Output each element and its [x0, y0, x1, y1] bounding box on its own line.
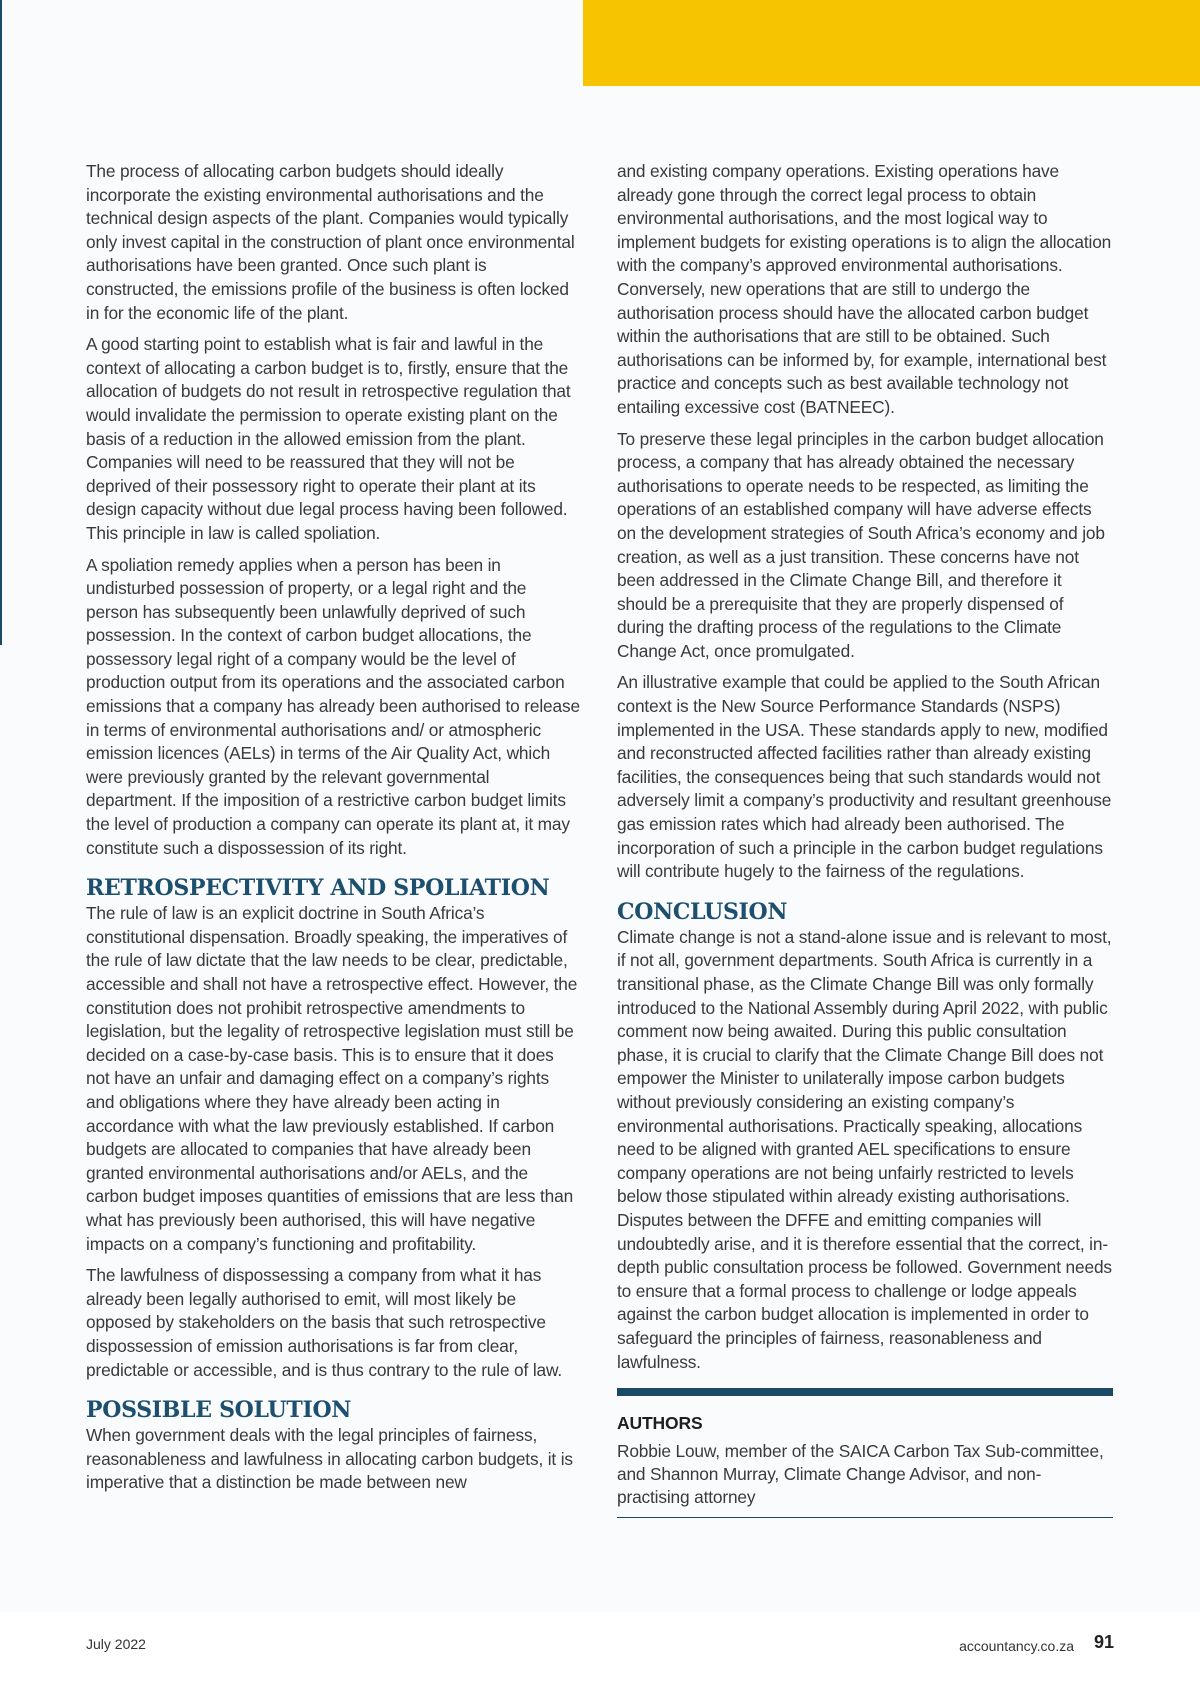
paragraph: An illustrative example that could be applied to the South African context is the New Source Performance Standards (NSPS) implemented in the USA. These standards apply to new, modified and reconstructed affected facilities rather than already existing facilities, the consequences being that such standards would not adversely limit a company’s productivity and resultant greenhouse gas emission rates which had already been authorised. The incorporation of such a principle in the carbon budget regulations will contribute hugely to the fairness of the regulations.: [617, 672, 1112, 882]
paragraph: A spoliation remedy applies when a person has been in undisturbed possession of property, or a legal right and the person has subsequently been unlawfully deprived of such possession. In the context of carbon budget allocations, the possessory legal right of a company would be the level of production output from its operations and the associated carbon emissions that a company has already been authorised to release in terms of environmental authorisations and/ or atmospheric emission licences (AELs) in terms of the Air Quality Act, which were previously granted by the relevant governmental department. If the imposition of a restrictive carbon budget limits the level of production a company can operate its plant at, it may constitute such a dispossession of its right.: [86, 554, 580, 858]
paragraph: A good starting point to establish what is fair and lawful in the context of allocating a carbon budget is to, firstly, ensure that the allocation of budgets do not result in retrospective regulation that would invalidate the permission to operate existing plant on the basis of a reduction in the allowed emission from the plant. Companies will need to be reassured that they will not be deprived of their possessory right to operate their plant at its design capacity without due legal process having been followed. This principle in law is called spoliation.: [86, 334, 571, 543]
page-number: 91: [1093, 1632, 1114, 1652]
section-heading-retrospectivity: RETROSPECTIVITY AND SPOLIATION: [86, 875, 550, 902]
authors-divider-bar: [617, 1388, 1113, 1396]
section-heading-conclusion: CONCLUSION: [617, 898, 788, 925]
paragraph: The lawfulness of dispossessing a company from what it has already been legally authorised to emit, will most likely be opposed by stakeholders on the basis that such retrospective dispossession of emission authorisations is far from clear, predictable or accessible, and is thus contrary to the rule of law.: [86, 1265, 563, 1380]
footer: [0, 1612, 1200, 1696]
paragraph: The process of allocating carbon budgets should ideally incorporate the existing environmental authorisations and the technical design aspects of the plant. Companies would typically only invest capital in the construction of plant once environmental authorisations have been granted. Once such plant is constructed, the emissions profile of the business is often locked in for the economic life of the plant.: [86, 161, 575, 323]
authors-text: Robbie Louw, member of the SAICA Carbon Tax Sub-committee, and Shannon Murray, Climate Change Advisor, and non-practising attorney: [617, 1441, 1104, 1508]
paragraph: and existing company operations. Existing operations have already gone through the correct legal process to obtain environmental authorisations, and the most logical way to implement budgets for existing operations is to align the allocation with the company’s approved environmental authorisations. Conversely, new operations that are still to undergo the authorisation process should have the allocated carbon budget within the authorisations that are still to be obtained. Such authorisations can be informed by, for example, international best practice and concepts such as best available technology not entailing excessive cost (BATNEEC).: [617, 161, 1112, 417]
header-accent-band: [583, 0, 1200, 86]
authors-heading: AUTHORS: [617, 1413, 703, 1434]
paragraph: The rule of law is an explicit doctrine in South Africa’s constitutional dispensation. Broadly speaking, the imperatives of the rule of law dictate that the law needs to be clear, predictable, accessible and shall not have a retrospective effect. However, the constitution does not prohibit retrospective amendments to legislation, but the legality of retrospective legislation must still be decided on a case-by-case basis. This is to ensure that it does not have an unfair and damaging effect on a company’s rights and obligations where they have already been acting in accordance with what the law previously established. If carbon budgets are allocated to companies that have already been granted environmental authorisations and/or AELs, and the carbon budget imposes quantities of emissions that are less than what has previously been authorised, this will have negative impacts on a company’s functioning and profitability.: [86, 903, 578, 1254]
paragraph: When government deals with the legal principles of fairness, reasonableness and lawfulness in allocating carbon budgets, it is imperative that a distinction be made between new: [86, 1425, 573, 1493]
section-heading-possible-solution: POSSIBLE SOLUTION: [86, 1397, 352, 1424]
article-column-left: [86, 160, 580, 1503]
footer-website: accountancy.co.za: [959, 1638, 1074, 1654]
authors-bottom-rule: [617, 1517, 1113, 1518]
paragraph: Climate change is not a stand-alone issue and is relevant to most, if not all, government departments. South Africa is currently in a transitional phase, as the Climate Change Bill was only formally introduced to the National Assembly during April 2022, with public comment now being awaited. During this public consultation phase, it is crucial to clarify that the Climate Change Bill does not empower the Minister to unilaterally impose carbon budgets without previously considering an existing company’s environmental authorisations. Practically speaking, allocations need to be aligned with granted AEL specifications to ensure company operations are not being unfairly restricted to levels below those stipulated within already existing authorisations. Disputes between the DFFE and emitting companies will undoubtedly arise, and it is therefore essential that the correct, in-depth public consultation process be followed. Government needs to ensure that a formal process to challenge or lodge appeals against the carbon budget allocation is implemented in order to safeguard the principles of fairness, reasonableness and lawfulness.: [617, 926, 1112, 1372]
footer-date: July 2022: [86, 1636, 146, 1652]
left-margin-rule: [0, 0, 2, 645]
article-column-right: [617, 160, 1113, 1518]
paragraph: To preserve these legal principles in the carbon budget allocation process, a company that has already obtained the necessary authorisations to operate needs to be respected, as limiting the operations of an established company will have adverse effects on the development strategies of South Africa’s economy and job creation, as well as a just transition. These concerns have not been addressed in the Climate Change Bill, and therefore it should be a prerequisite that they are properly dispensed of during the drafting process of the regulations to the Climate Change Act, once promulgated.: [617, 428, 1105, 661]
